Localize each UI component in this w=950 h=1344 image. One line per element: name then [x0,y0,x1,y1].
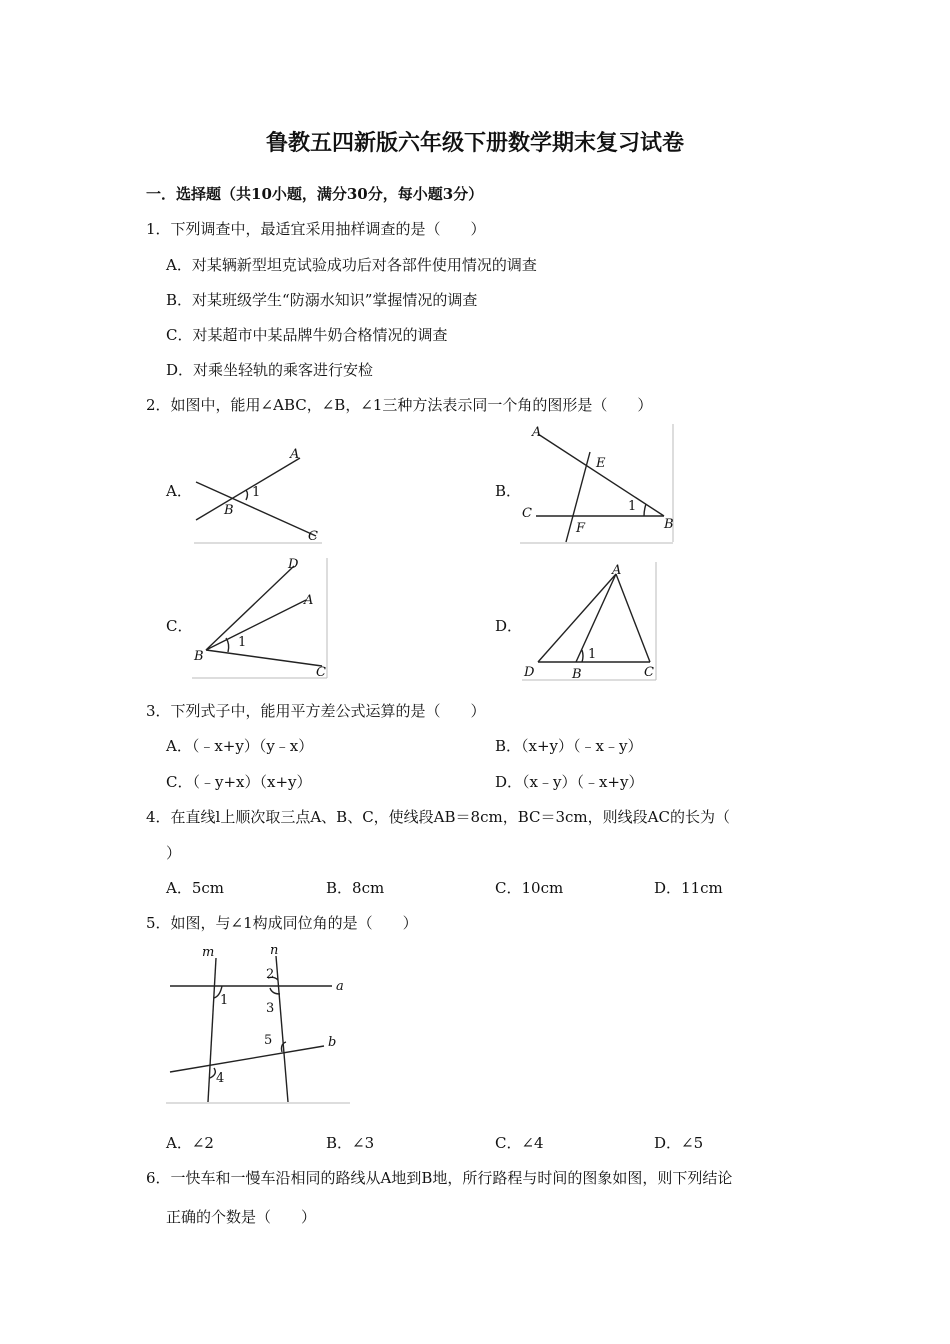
label-d: D [524,665,535,680]
label-f: F [576,521,586,536]
question-4-option-c[interactable]: C．10cm [495,879,564,897]
question-5-option-d[interactable]: D．∠5 [654,1134,704,1152]
label-a: A [290,447,300,462]
label-angle-3: 3 [266,1001,275,1016]
label-line-a: a [336,979,344,994]
question-3-option-a[interactable]: A．（﹣x+y）（y﹣x） [166,737,314,755]
label-angle-1: 1 [588,647,597,662]
label-d: D [288,557,299,572]
question-2-option-a[interactable]: A． [166,482,192,500]
label-n: n [270,943,279,958]
figure-2b [518,422,678,546]
label-c: C [308,529,318,544]
label-line-b: b [328,1035,337,1050]
question-5-option-a[interactable]: A．∠2 [166,1134,214,1152]
question-3-option-d[interactable]: D．（x﹣y）（﹣x+y） [495,773,644,791]
label-angle-2: 2 [266,967,275,982]
figure-2d [520,560,660,682]
question-2-stem: 2．如图中，能用∠ABC，∠B，∠1三种方法表示同一个角的图形是（ ） [146,396,653,414]
label-b: B [572,667,582,682]
figure-5 [164,940,354,1106]
question-1-option-a[interactable]: A．对某辆新型坦克试验成功后对各部件使用情况的调查 [166,256,537,274]
question-1-option-d[interactable]: D．对乘坐轻轨的乘客进行安检 [166,361,374,379]
label-c: C [522,506,532,521]
question-3-stem: 3．下列式子中，能用平方差公式运算的是（ ） [146,702,486,720]
label-c: C [644,665,654,680]
question-4-option-d[interactable]: D．11cm [654,879,723,897]
question-1-option-b[interactable]: B．对某班级学生“防溺水知识”掌握情况的调查 [166,291,478,309]
question-2-option-b[interactable]: B． [495,482,522,500]
question-1-option-c[interactable]: C．对某超市中某品牌牛奶合格情况的调查 [166,326,448,344]
question-3-option-b[interactable]: B．（x+y）（﹣x﹣y） [495,737,643,755]
label-angle-1: 1 [220,993,229,1008]
question-5-stem: 5．如图，与∠1构成同位角的是（ ） [146,914,418,932]
figure-2c [190,556,330,680]
label-angle-1: 1 [628,499,637,514]
label-b: B [664,517,674,532]
page-title: 鲁教五四新版六年级下册数学期末复习试卷 [265,130,684,156]
label-angle-1: 1 [238,635,247,650]
question-5-option-c[interactable]: C．∠4 [495,1134,544,1152]
label-a: A [304,593,314,608]
question-5-option-b[interactable]: B．∠3 [326,1134,375,1152]
figure-2a [192,440,324,546]
section-heading: 一．选择题（共10小题，满分30分，每小题3分） [146,185,484,203]
question-2-option-d[interactable]: D． [495,617,523,635]
question-4-stem-continued: ） [166,844,182,862]
question-2-option-c[interactable]: C． [166,617,193,635]
question-4-stem: 4．在直线l上顺次取三点A、B、C，使线段AB＝8cm，BC＝3cm，则线段AC的长为（ [146,808,730,826]
question-6-stem-continued: 正确的个数是（ ） [166,1208,317,1226]
question-1-stem: 1．下列调查中，最适宜采用抽样调查的是（ ） [146,220,486,238]
question-3-option-c[interactable]: C．（﹣y+x）（x+y） [166,773,312,791]
label-angle-5: 5 [264,1033,273,1048]
label-e: E [596,456,606,471]
label-b: B [224,503,234,518]
label-a: A [612,563,622,578]
label-m: m [202,945,215,960]
question-4-option-a[interactable]: A．5cm [166,879,225,897]
label-c: C [316,665,326,680]
question-4-option-b[interactable]: B．8cm [326,879,385,897]
question-6-stem: 6．一快车和一慢车沿相同的路线从A地到B地，所行路程与时间的图象如图，则下列结论 [146,1169,733,1187]
label-b: B [194,649,204,664]
label-angle-4: 4 [216,1071,225,1086]
label-angle-1: 1 [252,485,261,500]
label-a: A [532,425,542,440]
